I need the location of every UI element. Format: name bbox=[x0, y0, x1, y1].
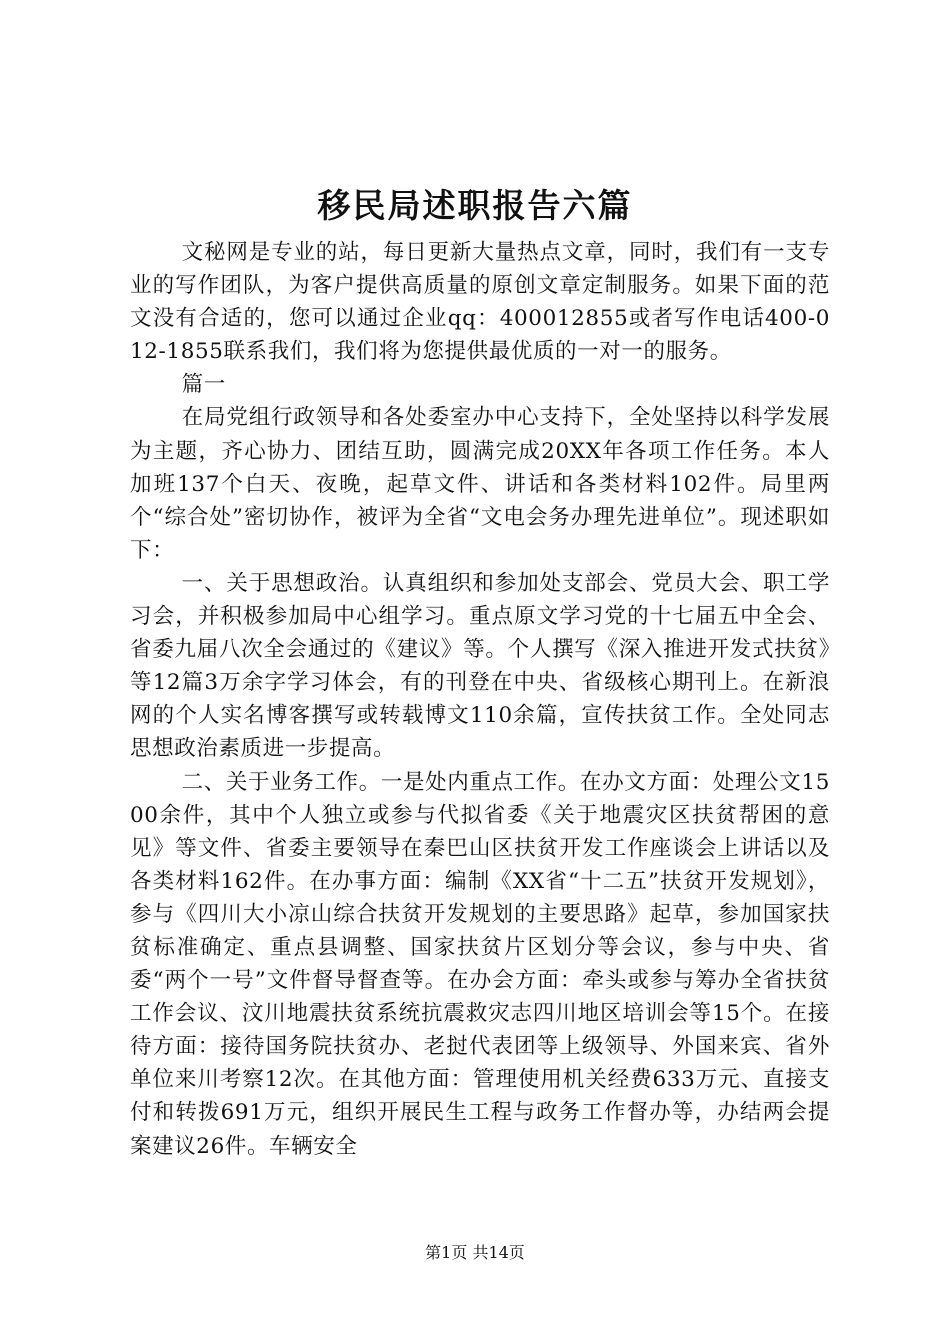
document-title: 移民局述职报告六篇 bbox=[317, 186, 633, 225]
document-body bbox=[130, 236, 830, 1163]
body-paragraph: 二、关于业务工作。一是处内重点工作。在办文方面：处理公文1500余件，其中个人独立或参与代拟省委《关于地震灾区扶贫帮困的意见》等文件、省委主要领导在秦巴山区扶贫开发工作座谈会上讲话以及各类材料162件。在办事方面：编制《XX省“十二五”扶贫开发规划》，参与《四川大小凉山综合扶贫开发规划的主要思路》起草，参加国家扶贫标准确定、重点县调整、国家扶贫片区划分等会议，参与中央、省委“两个一号”文件督导督查等。在办会方面：牵头或参与筹办全省扶贫工作会议、汶川地震扶贫系统抗震救灾志四川地区培训会等15个。在接待方面：接待国务院扶贫办、老挝代表团等上级领导、外国来宾、省外单位来川考察12次。在其他方面：管理使用机关经费633万元、直接支付和转拨691万元，组织开展民生工程与政务工作督办等，办结两会提案建议26件。车辆安全 bbox=[130, 769, 830, 1159]
body-paragraph: 在局党组行政领导和各处委室办中心支持下，全处坚持以科学发展为主题，齐心协力、团结互助，圆满完成20XX年各项工作任务。本人加班137个白天、夜晚，起草文件、讲话和各类材料102件。局里两个“综合处”密切协作，被评为全省“文电会务办理先进单位”。现述职如下： bbox=[130, 405, 830, 563]
section-heading: 篇一 bbox=[181, 372, 226, 398]
page-number-footer: 第1页 共14页 bbox=[425, 1243, 525, 1262]
body-paragraph: 一、关于思想政治。认真组织和参加处支部会、党员大会、职工学习会，并积极参加局中心组学习。重点原文学习党的十七届五中全会、省委九届八次全会通过的《建议》等。个人撰写《深入推进开发式扶贫》等12篇3万余字学习体会，有的刊登在中央、省级核心期刊上。在新浪网的个人实名博客撰写或转载博文110余篇，宣传扶贫工作。全处同志思想政治素质进一步提高。 bbox=[130, 570, 830, 762]
intro-paragraph: 文秘网是专业的站，每日更新大量热点文章，同时，我们有一支专业的写作团队，为客户提供高质量的原创文章定制服务。如果下面的范文没有合适的，您可以通过企业qq：400012855或者写作电话400-012-1855联系我们，我们将为您提供最优质的一对一的服务。 bbox=[130, 240, 830, 365]
